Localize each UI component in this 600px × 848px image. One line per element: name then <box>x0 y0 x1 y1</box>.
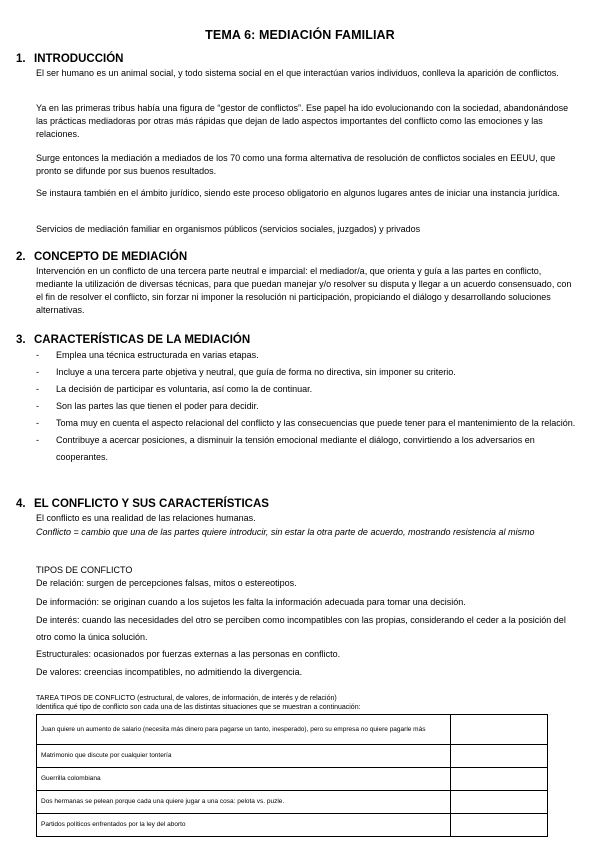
tarea-table <box>36 714 548 837</box>
list-item: - Toma muy en cuenta el aspecto relacional del conflicto y las consecuencias que puede tener para el mantenimiento de la relación. <box>36 418 576 428</box>
tarea-instruction: Identifica qué tipo de conflicto son cada una de las distintas situaciones que se muestran a continuación: <box>36 704 361 711</box>
tipos-heading: TIPOS DE CONFLICTO <box>36 565 133 575</box>
list-item: - La decisión de participar es voluntaria, así como la de continuar. <box>36 384 313 394</box>
paragraph: Intervención en un conflicto de una tercera parte neutral e imparcial: el mediador/a, que orienta y guía a las partes en conflicto, mediante la utilización de diversas técnicas, para que puedan manejar y/o resolver su disputa y llegar a un acuerdo consensuado, con el fin de resolver el conflicto, sin forzar ni imponer la resolución ni participación, propiciando el diálogo y desarrollando soluciones alternativas. <box>36 266 572 315</box>
list-item: - Incluye a una tercera parte objetiva y neutral, que guía de forma no directiva, sin imponer su criterio. <box>36 367 456 377</box>
document-title: TEMA 6: MEDIACIÓN FAMILIAR <box>205 28 395 42</box>
paragraph: Ya en las primeras tribus había una figura de “gestor de conflictos”. Ese papel ha ido evolucionando con la sociedad, abandonándose las prácticas mediadoras por otras más rápidas que dejan de lado aspectos importantes del conflicto como las emociones y las relaciones. <box>36 103 569 139</box>
tipo-item: De información: se originan cuando a los sujetos les falta la información adecuada para tomar una decisión. <box>36 597 466 607</box>
section-title: CARACTERÍSTICAS DE LA MEDIACIÓN <box>34 334 251 346</box>
tipo-item: Estructurales: ocasionados por fuerzas externas a las personas en conflicto. <box>36 649 341 659</box>
section-heading-conflicto <box>16 498 269 510</box>
table-row <box>37 768 548 791</box>
paragraph: Se instaura también en el ámbito jurídico, siendo este proceso obligatorio en algunos lugares antes de iniciar una instancia jurídica. <box>36 188 560 198</box>
situation-cell: Juan quiere un aumento de salario (necesita más dinero para pagarse un tanto, inesperado), pero su empresa no quiere pagarle más <box>37 715 451 745</box>
section-title: EL CONFLICTO Y SUS CARACTERÍSTICAS <box>34 498 269 510</box>
tipo-item: De interés: cuando las necesidades del otro se perciben como incompatibles con las propias, considerando el ceder a la posición del otro como la única solución. <box>36 615 566 642</box>
section-number: 3. <box>16 334 26 346</box>
section-heading-introduccion <box>16 53 123 65</box>
situation-cell: Guerrilla colombiana <box>37 768 451 791</box>
answer-cell[interactable] <box>451 768 548 791</box>
paragraph: Servicios de mediación familiar en organismos públicos (servicios sociales, juzgados) y privados <box>36 224 421 234</box>
list-item: - Son las partes las que tienen el poder para decidir. <box>36 401 259 411</box>
situation-cell: Dos hermanas se pelean porque cada una quiere jugar a una cosa: pelota vs. puzle. <box>37 791 451 814</box>
situation-cell: Matrimonio que discute por cualquier tontería <box>37 745 451 768</box>
paragraph: El ser humano es un animal social, y todo sistema social en el que interactúan varios individuos, conlleva la aparición de conflictos. <box>36 68 559 78</box>
section-heading-concepto <box>16 251 187 263</box>
conflict-definition: Conflicto = cambio que una de las partes quiere introducir, sin estar la otra parte de acuerdo, mostrando resistencia al mismo <box>36 527 535 537</box>
answer-cell[interactable] <box>451 814 548 837</box>
situation-cell: Partidos políticos enfrentados por la ley del aborto <box>37 814 451 837</box>
section-title: INTRODUCCIÓN <box>34 53 124 65</box>
list-item: - Contribuye a acercar posiciones, a disminuir la tensión emocional mediante el diálogo, convirtiendo a los adversarios en cooperantes. <box>36 435 535 462</box>
section-number: 1. <box>16 53 26 65</box>
section-heading-caracteristicas <box>16 334 250 346</box>
section-title: CONCEPTO DE MEDIACIÓN <box>34 251 188 263</box>
answer-cell[interactable] <box>451 745 548 768</box>
answer-cell[interactable] <box>451 791 548 814</box>
characteristics-list <box>36 347 580 466</box>
table-row <box>37 715 548 745</box>
table-row <box>37 745 548 768</box>
tipo-item: De relación: surgen de percepciones falsas, mitos o estereotipos. <box>36 578 297 588</box>
section-number: 4. <box>16 498 26 510</box>
table-row <box>37 791 548 814</box>
section-number: 2. <box>16 251 26 263</box>
paragraph: El conflicto es una realidad de las relaciones humanas. <box>36 513 256 523</box>
tipo-item: De valores: creencias incompatibles, no admitiendo la divergencia. <box>36 667 303 677</box>
paragraph: Surge entonces la mediación a mediados de los 70 como una forma alternativa de resolución de conflictos sociales en EEUU, que pronto se difunde por sus buenos resultados. <box>36 153 556 176</box>
table-row <box>37 814 548 837</box>
list-item: - Emplea una técnica estructurada en varias etapas. <box>36 350 259 360</box>
answer-cell[interactable] <box>451 715 548 745</box>
tarea-title: TAREA TIPOS DE CONFLICTO (estructural, de valores, de información, de interés y de relación) <box>36 695 337 702</box>
